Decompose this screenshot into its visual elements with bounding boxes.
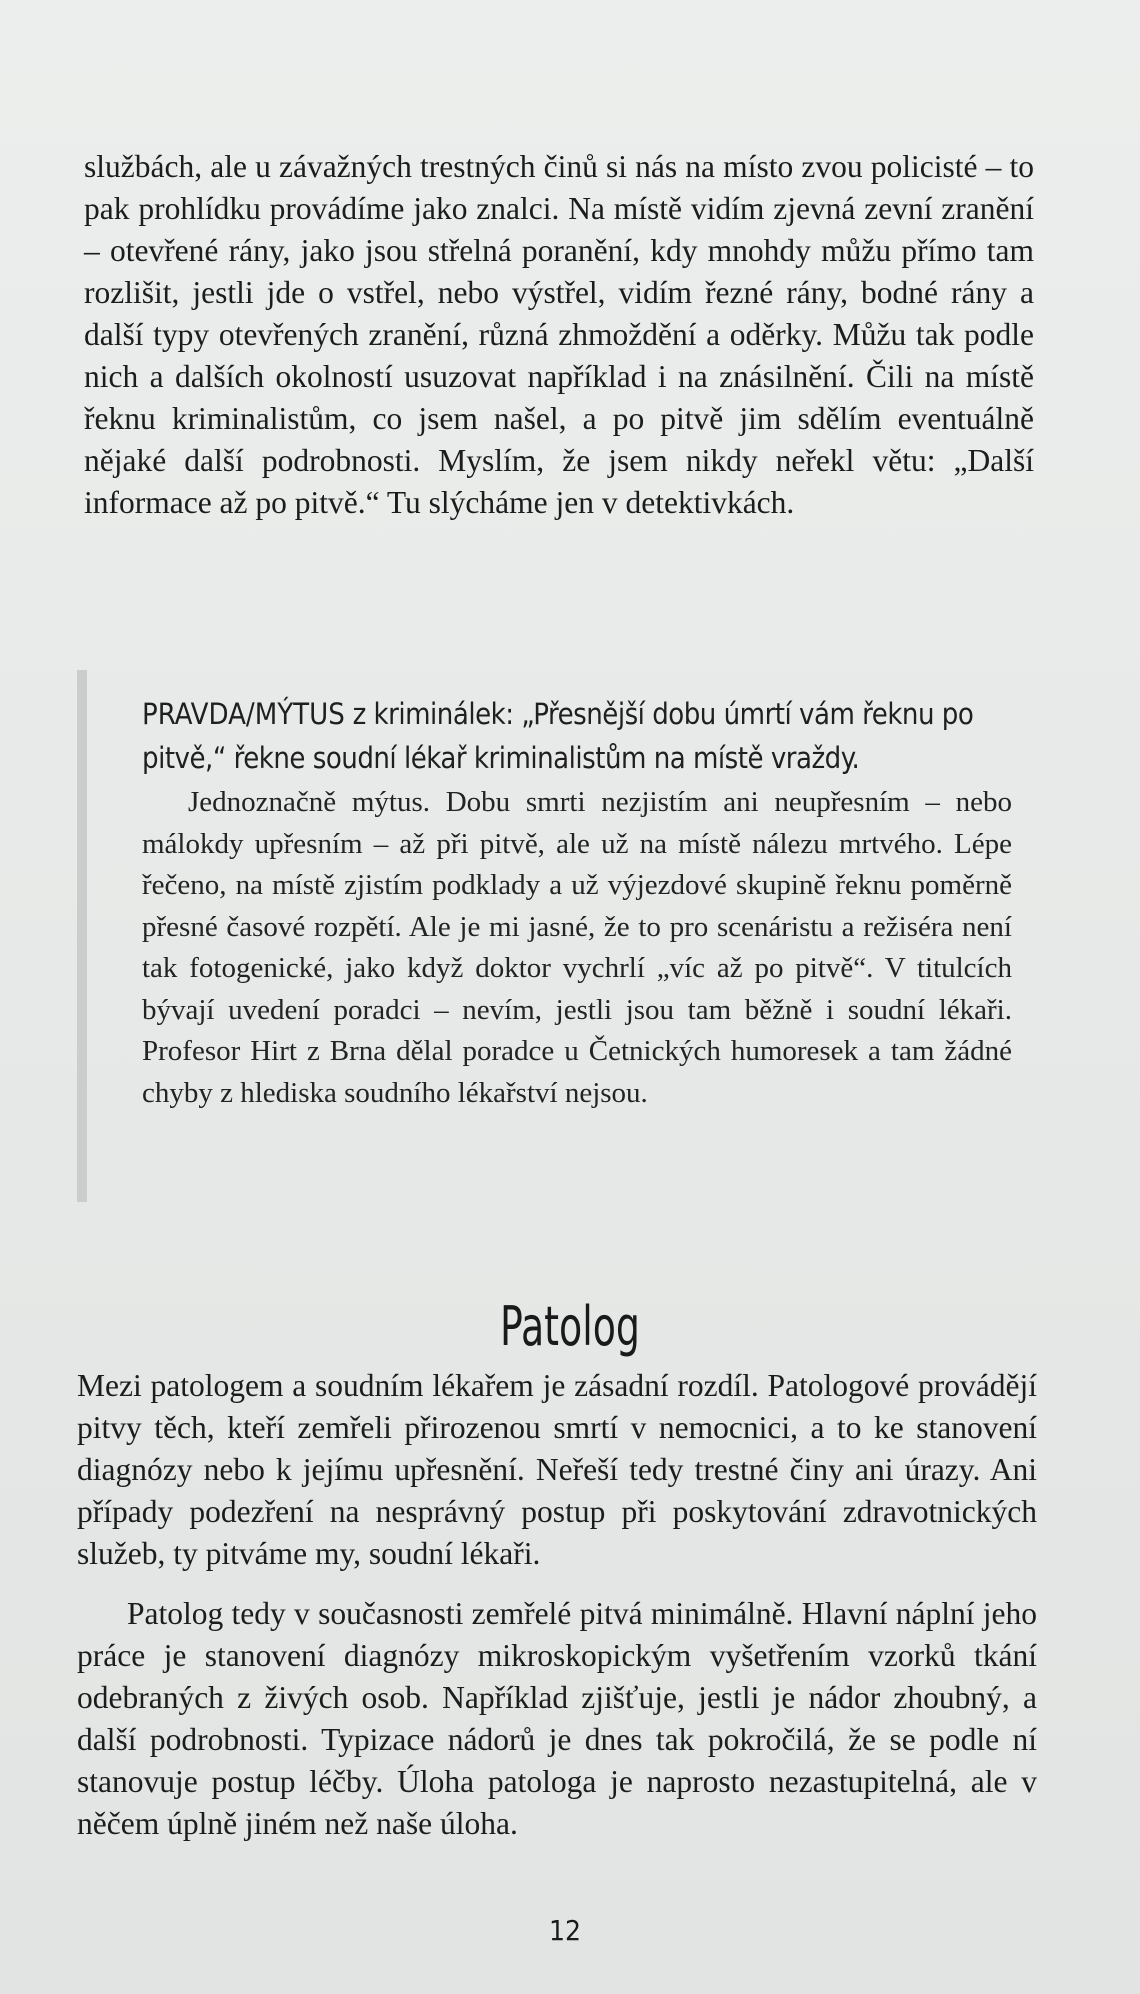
section-title: Patolog [500, 1295, 640, 1358]
section-paragraph: Mezi patologem a soudním lékařem je zásadní rozdíl. Patologové provádějí pitvy těch, kteří zemřeli přirozenou smrtí v nemocnici, a to ke stanovení diagnózy nebo k jejímu upřesnění. Neřeší tedy trestné činy ani úrazy. Ani případy podezření na nesprávný postup při poskytování zdravotnických služeb, ty pitváme my, soudní lékaři. [77, 1368, 1037, 1571]
sidebar-heading-label: PRAVDA/MÝTUS [142, 697, 345, 731]
page-number: 12 [548, 1914, 582, 1947]
sidebar-heading [142, 692, 1022, 780]
section-paragraph: Patolog tedy v současnosti zemřelé pitvá minimálně. Hlavní náplní jeho práce je stanovení diagnózy mikroskopickým vyšetřením vzorků tkání odebraných z živých osob. Například zjišťuje, jestli je nádor zhoubný, a další podrobnosti. Typizace nádorů je dnes tak pokročilá, že se podle ní stanovuje postup léčby. Úloha patologa je naprosto nezastupitelná, ale v něčem úplně jiném než naše úloha. [77, 1596, 1037, 1841]
sidebar-body: Jednoznačně mýtus. Dobu smrti nezjistím ani neupřesním – nebo málokdy upřesním – až při pitvě, ale už na místě nálezu mrtvého. Lépe řečeno, na místě zjistím podklady a už výjezdové skupině řeknu poměrně přesné časové rozpětí. Ale je mi jasné, že to pro scenáristu a režiséra není tak fotogenické, jako když doktor vychrlí „víc až po pitvě“. V titulcích bývají uvedení poradci – nevím, jestli jsou tam běžně i soudní lékaři. Profesor Hirt z Brna dělal poradce u Četnických humoresek a tam žádné chyby z hlediska soudního lékařství nejsou. [142, 786, 1012, 1109]
intro-paragraph: službách, ale u závažných trestných činů si nás na místo zvou policisté – to pak prohlídku provádíme jako znalci. Na místě vidím zjevná zevní zranění – otevřené rány, jako jsou střelná poranění, kdy mnohdy můžu přímo tam rozlišit, jestli jde o vstřel, nebo výstřel, vidím řezné rány, bodné rány a další typy otevřených zranění, různá zhmoždění a oděrky. Můžu tak podle nich a dalších okolností usuzovat například i na znásilnění. Čili na místě řeknu kriminalistům, co jsem našel, a po pitvě jim sdělím eventuálně nějaké další podrobnosti. Myslím, že jsem nikdy neřekl větu: „Další informace až po pitvě.“ Tu slýcháme jen v detektivkách. [84, 149, 1034, 520]
sidebar-heading-quote: z kriminálek: „Přesnější dobu úmrtí vám řeknu po pitvě,“ řekne soudní lékař kriminalistům na místě vraždy. [142, 697, 974, 775]
myth-sidebar-box [77, 670, 1057, 1202]
